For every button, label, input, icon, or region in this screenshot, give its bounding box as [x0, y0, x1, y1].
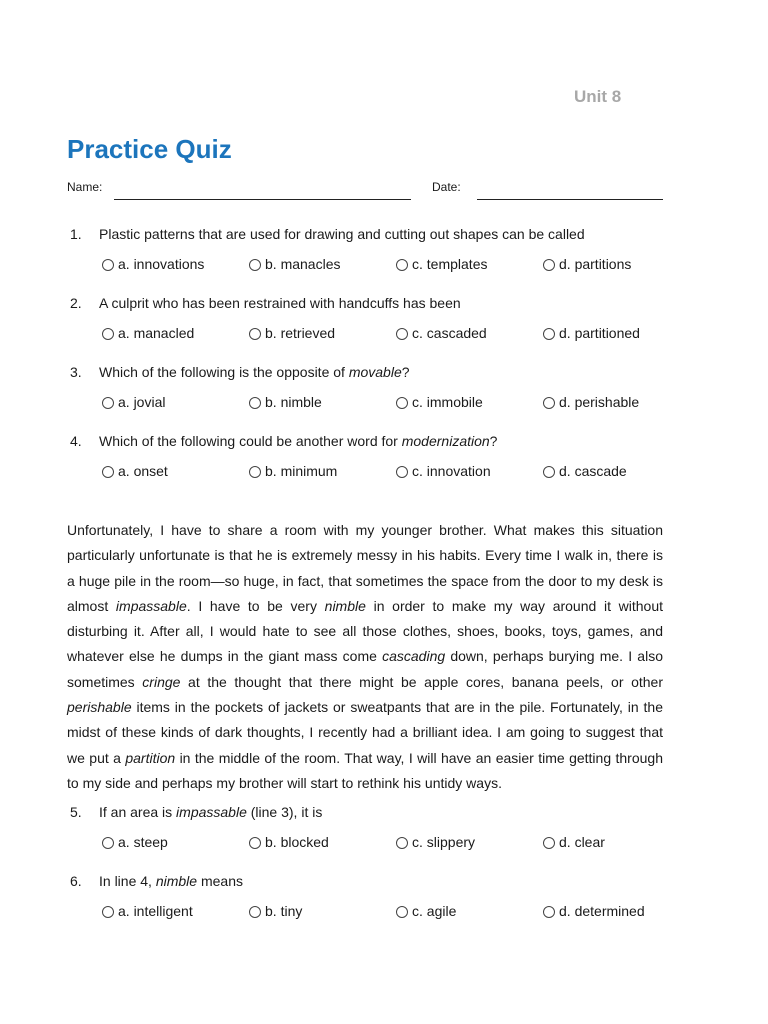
option-label: a. onset — [118, 463, 168, 479]
question-text-part: Which of the following could be another word for — [99, 433, 402, 449]
option-label: c. agile — [412, 903, 457, 919]
question-emphasis: nimble — [155, 873, 198, 889]
radio-button[interactable] — [396, 466, 408, 478]
option-label: c. cascaded — [412, 325, 487, 341]
question-text — [99, 433, 497, 449]
question-number: 1. — [70, 226, 82, 242]
option-d[interactable] — [543, 256, 631, 272]
question-text — [99, 226, 585, 242]
option-d[interactable] — [543, 834, 605, 850]
option-c[interactable] — [396, 903, 456, 919]
option-d[interactable] — [543, 394, 639, 410]
radio-button[interactable] — [396, 397, 408, 409]
radio-button[interactable] — [543, 397, 555, 409]
vocab-word: perishable — [67, 699, 132, 716]
date-field[interactable] — [477, 199, 663, 200]
radio-button[interactable] — [102, 259, 114, 271]
question-number: 5. — [70, 804, 82, 820]
option-b[interactable] — [249, 834, 329, 850]
radio-button[interactable] — [396, 837, 408, 849]
radio-button[interactable] — [102, 906, 114, 918]
question-text-part: means — [197, 873, 243, 889]
option-label: c. slippery — [412, 834, 476, 850]
vocab-word: cascading — [382, 648, 446, 665]
reading-passage — [67, 518, 663, 796]
date-label: Date: — [432, 180, 461, 194]
question-1 — [0, 226, 768, 290]
option-label: b. retrieved — [265, 325, 336, 341]
option-c[interactable] — [396, 463, 491, 479]
radio-button[interactable] — [396, 906, 408, 918]
option-b[interactable] — [249, 463, 337, 479]
option-label: b. manacles — [265, 256, 341, 272]
option-a[interactable] — [102, 325, 194, 341]
option-b[interactable] — [249, 903, 302, 919]
question-text — [99, 804, 322, 820]
passage-text: in order to make my way around it without disturbing it. After all, I would hate to see all those clothes, shoes, books, toys, games, and whatever else he dumps in the giant mass come — [67, 597, 664, 665]
radio-button[interactable] — [102, 328, 114, 340]
question-emphasis: movable — [348, 364, 402, 380]
vocab-word: impassable — [115, 597, 187, 614]
option-label: c. immobile — [412, 394, 483, 410]
passage-text: at the thought that there might be apple cores, banana peels, or other — [180, 673, 664, 690]
radio-button[interactable] — [249, 328, 261, 340]
vocab-word: partition — [125, 749, 176, 766]
option-d[interactable] — [543, 463, 627, 479]
option-label: d. perishable — [559, 394, 640, 410]
question-text-part: Which of the following is the opposite of — [99, 364, 349, 380]
radio-button[interactable] — [543, 466, 555, 478]
option-label: d. determined — [559, 903, 645, 919]
radio-button[interactable] — [249, 837, 261, 849]
question-text — [99, 295, 461, 311]
radio-button[interactable] — [543, 837, 555, 849]
radio-button[interactable] — [249, 397, 261, 409]
option-label: a. steep — [118, 834, 168, 850]
option-d[interactable] — [543, 903, 645, 919]
question-number: 2. — [70, 295, 82, 311]
option-a[interactable] — [102, 834, 168, 850]
radio-button[interactable] — [102, 397, 114, 409]
name-field[interactable] — [114, 199, 411, 200]
option-d[interactable] — [543, 325, 640, 341]
question-3 — [0, 364, 768, 428]
option-b[interactable] — [249, 394, 322, 410]
option-label: d. clear — [559, 834, 605, 850]
option-label: c. innovation — [412, 463, 491, 479]
passage-text: down, perhaps burying me. I also sometimes — [67, 648, 663, 690]
question-emphasis: impassable — [176, 804, 247, 820]
question-text-part: If an area is — [99, 804, 177, 820]
question-5 — [0, 804, 768, 868]
radio-button[interactable] — [102, 466, 114, 478]
option-label: a. jovial — [118, 394, 166, 410]
vocab-word: cringe — [142, 673, 181, 690]
passage-text: items in the pockets of jackets or sweatpants that are in the pile. Fortunately, in the midst of these kinds of dark thoughts, I recently had a brilliant idea. I am going to suggest that we put a — [67, 699, 663, 766]
option-label: d. cascade — [559, 463, 627, 479]
option-label: c. templates — [412, 256, 488, 272]
option-label: d. partitions — [559, 256, 632, 272]
option-label: b. tiny — [265, 903, 303, 919]
question-number: 6. — [70, 873, 82, 889]
option-c[interactable] — [396, 834, 475, 850]
question-number: 4. — [70, 433, 82, 449]
name-label: Name: — [67, 180, 103, 194]
passage-text: in the middle of the room. That way, I will have an easier time getting through to my side and perhaps my brother will start to rethink his untidy ways. — [67, 749, 663, 791]
question-text-part: In line 4, — [99, 873, 156, 889]
question-emphasis: modernization — [401, 433, 490, 449]
radio-button[interactable] — [249, 259, 261, 271]
radio-button[interactable] — [543, 328, 555, 340]
page-title: Practice Quiz — [67, 134, 232, 164]
option-a[interactable] — [102, 394, 165, 410]
radio-button[interactable] — [396, 259, 408, 271]
option-a[interactable] — [102, 463, 168, 479]
radio-button[interactable] — [543, 906, 555, 918]
vocab-word: nimble — [324, 597, 366, 614]
radio-button[interactable] — [396, 328, 408, 340]
question-text-part: Plastic patterns that are used for drawing and cutting out shapes can be called — [99, 226, 585, 242]
passage-text: . I have to be very — [186, 597, 325, 614]
option-a[interactable] — [102, 903, 193, 919]
question-text-part: A culprit who has been restrained with handcuffs has been — [99, 295, 461, 311]
option-label: a. manacled — [118, 325, 195, 341]
option-label: b. nimble — [265, 394, 322, 410]
option-b[interactable] — [249, 325, 335, 341]
radio-button[interactable] — [249, 466, 261, 478]
option-label: a. innovations — [118, 256, 205, 272]
option-label: b. minimum — [265, 463, 338, 479]
radio-button[interactable] — [102, 837, 114, 849]
question-2 — [0, 295, 768, 359]
question-text-part: ? — [489, 433, 498, 449]
question-6 — [0, 873, 768, 937]
passage-text: Unfortunately, I have to share a room with my younger brother. What makes this situation particularly unfortunate is that he is extremely messy in his habits. Every time I walk in, there is a huge pile in the room—so huge, in fact, that sometimes the space from the door to my desk is almost — [67, 522, 663, 614]
question-text — [99, 364, 410, 380]
option-label: b. blocked — [265, 834, 329, 850]
radio-button[interactable] — [543, 259, 555, 271]
radio-button[interactable] — [249, 906, 261, 918]
option-label: d. partitioned — [559, 325, 640, 341]
option-c[interactable] — [396, 394, 483, 410]
option-label: a. intelligent — [118, 903, 193, 919]
question-text-part: (line 3), it is — [246, 804, 323, 820]
option-b[interactable] — [249, 256, 340, 272]
option-c[interactable] — [396, 256, 487, 272]
unit-label: Unit 8 — [574, 87, 622, 106]
question-number: 3. — [70, 364, 82, 380]
question-text — [99, 873, 243, 889]
question-text-part: ? — [401, 364, 410, 380]
question-4 — [0, 433, 768, 497]
option-c[interactable] — [396, 325, 487, 341]
option-a[interactable] — [102, 256, 204, 272]
